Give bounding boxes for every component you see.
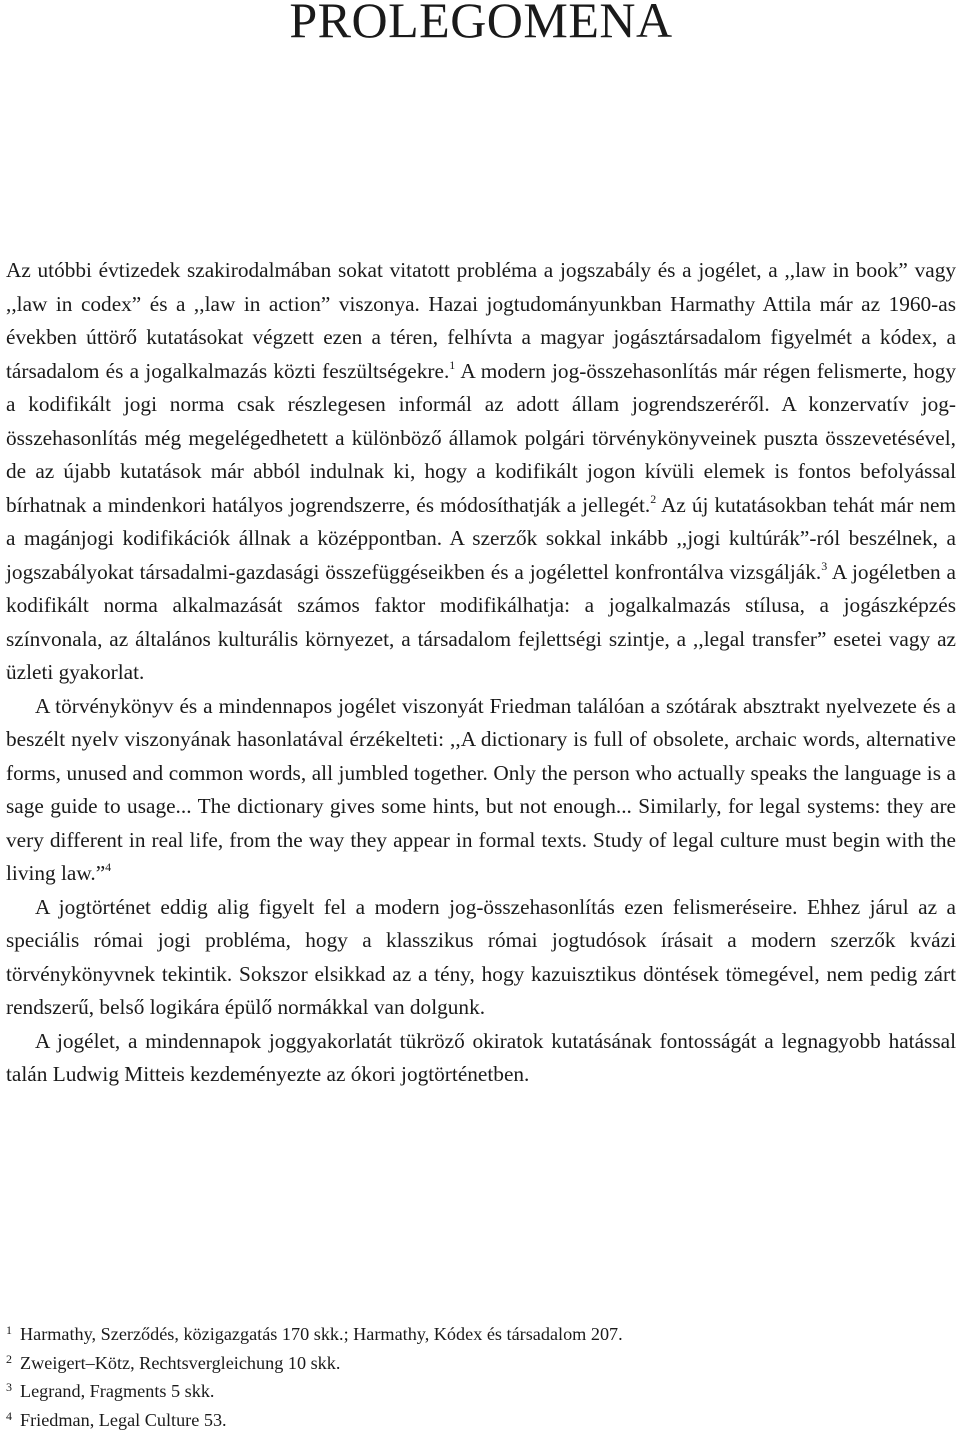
- page-title: PROLEGOMENA: [6, 0, 956, 50]
- footnote-number: 1: [6, 1317, 20, 1344]
- footnote-text: Harmathy, Szerződés, közigazgatás 170 skk.; Harmathy, Kódex és társadalom 207.: [20, 1321, 623, 1348]
- footnote-number: 2: [6, 1346, 20, 1373]
- paragraph-text: A törvénykönyv és a mindennapos jogélet viszonyát Friedman találóan a szótárak absztrakt nyelvezete és a beszélt nyelv viszonyának hasonlatával érzékelteti: ,,A dictionary is full of obsolete, archaic words, alternative forms, unused and common words, all jumbled together. Only the person who actually speaks the language is a sage guide to usage... The dictionary gives some hints, but not enough... Similarly, for legal systems: they are very different in real life, from the way they appear in formal texts. Study of legal culture must begin with the living law.”: [6, 694, 956, 886]
- paragraph: [6, 254, 956, 690]
- footnote: [6, 1407, 956, 1435]
- paragraph: [6, 690, 956, 891]
- paragraph-text: A jogéletben a kodifikált norma alkalmazását számos faktor modifikálhatja: a jogalkalmazás stílusa, a jogászképzés színvonala, az általános kulturális környezet, a társadalom fejlettségi szintje, a ,,legal transfer” esetei vagy az üzleti gyakorlat.: [6, 560, 956, 685]
- footnote: [6, 1350, 956, 1379]
- footnotes: [6, 1321, 956, 1435]
- paragraph-text: Az új kutatásokban tehát már nem a magánjogi kodifikációk állnak a középpontban. A szerzők sokkal inkább ,,jogi kultúrák”-ról beszélnek, a jogszabályokat társadalmi-gazdasági összefüggéseikben és a jogélettel konfrontálva vizsgálják.: [6, 493, 956, 584]
- footnote-number: 4: [6, 1403, 20, 1430]
- footnote-marker: 1: [449, 358, 455, 372]
- paragraph-text: A jogélet, a mindennapok joggyakorlatát tükröző okiratok kutatásának fontosságát a legnagyobb hatással talán Ludwig Mitteis kezdeményezte az ókori jogtörténetben.: [6, 1029, 956, 1087]
- footnote-marker: 4: [105, 860, 111, 874]
- paragraph-text: A jogtörténet eddig alig figyelt fel a modern jog-összehasonlítás ezen felismeréseire. Ehhez járul az a speciális római jogi probléma, hogy a klasszikus római jogtudósok írásait a modern szerzők kvázi törvénykönyvnek tekintik. Sokszor elsikkad az a tény, hogy kazuisztikus döntések tömegével, nem pedig zárt rendszerű, belső logikára épülő normákkal van dolgunk.: [6, 895, 956, 1020]
- footnote-marker: 2: [650, 492, 656, 506]
- body-text: [6, 254, 956, 1092]
- footnote-text: Zweigert–Kötz, Rechtsvergleichung 10 skk.: [20, 1350, 340, 1377]
- footnote-text: Friedman, Legal Culture 53.: [20, 1407, 227, 1434]
- paragraph: [6, 1025, 956, 1092]
- footnote-number: 3: [6, 1374, 20, 1401]
- paragraph-text: A modern jog-összehasonlítás már régen felismerte, hogy a kodifikált jogi norma csak részlegesen informál az adott állam jogrendszeréről. A konzervatív jog-összehasonlítás még megelégedhetett a különböző államok polgári törvénykönyveinek puszta összevetésével, de az újabb kutatások már abból indulnak ki, hogy a kodifikált jogon kívüli elemek is fontos befolyással bírhatnak a mindenkori hatályos jogrendszerre, és módosíthatják a jellegét.: [6, 359, 956, 517]
- paragraph: [6, 891, 956, 1025]
- document-page: [6, 0, 956, 1425]
- paragraph-text: Az utóbbi évtizedek szakirodalmában sokat vitatott probléma a jogszabály és a jogélet, a ,,law in book” vagy ,,law in codex” és a ,,law in action” viszonya. Hazai jogtudományunkban Harmathy Attila már az 1960-as években úttörő kutatásokat végzett ezen a téren, felhívta a magyar jogásztársadalom figyelmét a kódex, a társadalom és a jogalkalmazás közti feszültségekre.: [6, 258, 956, 383]
- footnote: [6, 1378, 956, 1407]
- footnote-text: Legrand, Fragments 5 skk.: [20, 1378, 214, 1405]
- footnote-marker: 3: [821, 559, 827, 573]
- footnote: [6, 1321, 956, 1350]
